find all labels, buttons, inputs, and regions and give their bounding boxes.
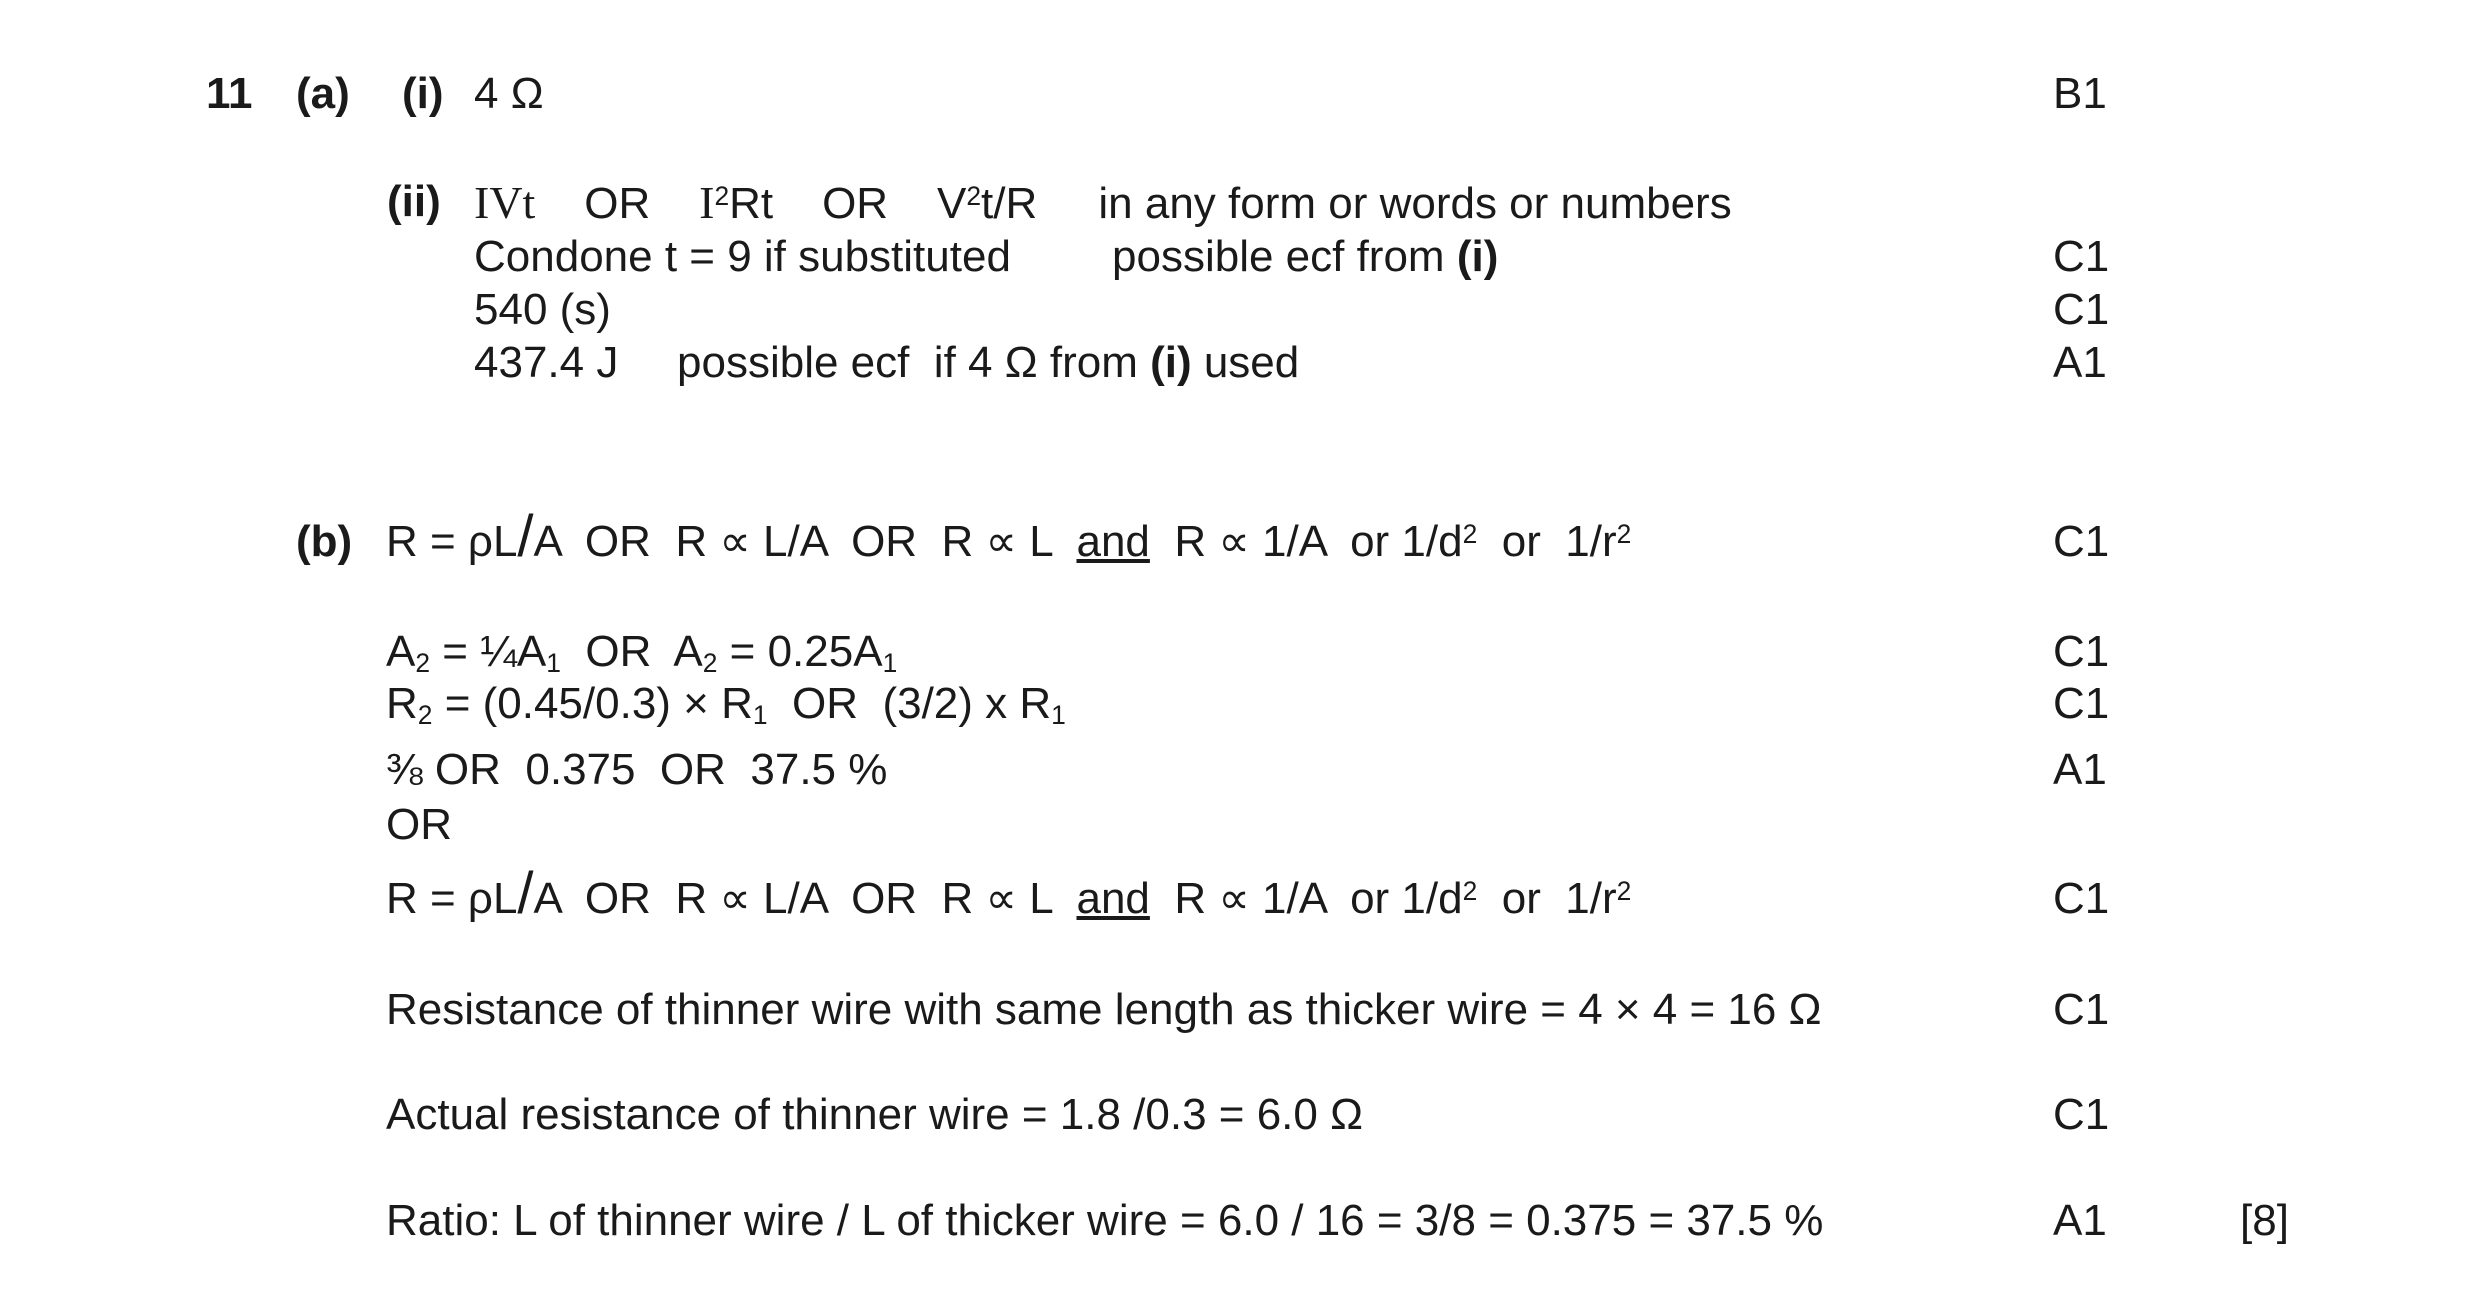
resistivity-formula-line-alt xyxy=(386,861,1632,926)
res-a: R xyxy=(386,679,418,728)
formula-alt-part-3: R ∝ 1/A or 1/d xyxy=(1149,874,1463,923)
formula-v2tr-v: V xyxy=(936,179,967,228)
res-sub-1: 2 xyxy=(417,699,433,730)
formula-alt-part-2: A OR R ∝ L/A OR R ∝ L xyxy=(533,874,1077,923)
a-i-mark: B1 xyxy=(2053,69,2107,118)
area-sub-4: 1 xyxy=(882,647,898,678)
formula-slash: / xyxy=(517,504,534,569)
a-i-label: (i) xyxy=(402,69,444,118)
formula-ivt: IVt xyxy=(474,177,536,228)
formula-i2rt-rt: Rt xyxy=(729,179,774,228)
formula-or-1: OR xyxy=(584,179,651,228)
formula-note: in any form or words or numbers xyxy=(1098,179,1732,228)
area-c: OR A xyxy=(560,627,703,676)
formula-v2tr-tr: t/R xyxy=(981,179,1038,228)
b-alt-line3-text: Actual resistance of thinner wire = 1.8 /0.3 = 6.0 Ω xyxy=(386,1090,1363,1139)
b-alt-line2-mark: C1 xyxy=(2053,985,2110,1034)
ecf-note: possible ecf from xyxy=(1112,232,1457,281)
b-line1-mark: C1 xyxy=(2053,517,2110,566)
formula-or-2: OR xyxy=(822,179,889,228)
b-alt-line4-text: Ratio: L of thinner wire / L of thicker wire = 6.0 / 16 = 3/8 = 0.375 = 37.5 % xyxy=(386,1196,1824,1245)
formula-alt-part-1: R = ρL xyxy=(386,874,518,923)
a-ii-label: (ii) xyxy=(387,177,441,226)
area-sub-3: 2 xyxy=(702,647,718,678)
area-a: A xyxy=(386,627,416,676)
b-alt-line1-mark: C1 xyxy=(2053,874,2110,923)
a-ii-line2-text: Condone t = 9 if substituted xyxy=(474,232,1011,281)
a-ii-line4-mark: A1 xyxy=(2053,338,2107,387)
a-ii-line3-text: 540 (s) xyxy=(474,285,611,334)
formula-alt-sup-2: 2 xyxy=(1616,875,1632,906)
res-b: = (0.45/0.3) × R xyxy=(432,679,753,728)
formula-alt-and: and xyxy=(1076,874,1150,923)
b-line4-mark: A1 xyxy=(2053,745,2107,794)
formula-i2rt-i: I xyxy=(699,177,715,228)
b-line2-mark: C1 xyxy=(2053,627,2110,676)
formula-alt-part-4: or 1/r xyxy=(1477,874,1617,923)
part-b-label: (b) xyxy=(296,517,353,566)
formula-part-3: R ∝ 1/A or 1/d xyxy=(1149,517,1463,566)
formula-and: and xyxy=(1076,517,1150,566)
formula-alt-sup-1: 2 xyxy=(1462,875,1478,906)
ecf-ref-2: (i) xyxy=(1150,338,1192,387)
ecf-note-a: possible ecf if 4 Ω from xyxy=(677,338,1151,387)
a-ii-line2-note xyxy=(1112,232,1499,281)
ecf-ref: (i) xyxy=(1456,232,1499,281)
total-marks: [8] xyxy=(2240,1196,2289,1245)
a-i-answer: 4 Ω xyxy=(474,69,544,118)
ecf-note-b: used xyxy=(1191,338,1300,387)
formula-part-4: or 1/r xyxy=(1477,517,1617,566)
resistivity-formula-line xyxy=(386,504,1632,569)
formula-alt-slash: / xyxy=(517,861,534,926)
alternative-or: OR xyxy=(386,800,452,849)
part-a-label: (a) xyxy=(296,69,350,118)
a-ii-line3-mark: C1 xyxy=(2053,285,2110,334)
res-c: OR (3/2) x R xyxy=(767,679,1052,728)
b-alt-line3-mark: C1 xyxy=(2053,1090,2110,1139)
area-sub-1: 2 xyxy=(415,647,431,678)
question-number: 11 xyxy=(206,69,253,118)
b-line3-mark: C1 xyxy=(2053,679,2110,728)
area-d: = 0.25A xyxy=(717,627,883,676)
res-sub-2: 1 xyxy=(752,699,768,730)
formula-sup-2: 2 xyxy=(1616,518,1632,549)
energy-formula-line xyxy=(474,177,1732,228)
area-sub-2: 1 xyxy=(546,647,561,678)
a-ii-line2-mark: C1 xyxy=(2053,232,2110,281)
b-alt-line2-text: Resistance of thinner wire with same length as thicker wire = 4 × 4 = 16 Ω xyxy=(386,985,1822,1034)
a-ii-line4-text: 437.4 J xyxy=(474,338,619,387)
formula-part-1: R = ρL xyxy=(386,517,518,566)
b-line3-text xyxy=(386,679,1066,730)
formula-part-2: A OR R ∝ L/A OR R ∝ L xyxy=(533,517,1077,566)
formula-sup-1: 2 xyxy=(1462,518,1478,549)
b-line4-rest: OR 0.375 OR 37.5 % xyxy=(422,745,888,794)
formula-v2tr-sup: 2 xyxy=(966,180,982,211)
b-alt-line4-mark: A1 xyxy=(2053,1196,2107,1245)
b-line2-text xyxy=(386,627,898,678)
formula-i2rt-sup: 2 xyxy=(714,180,730,211)
area-b: = ¼A xyxy=(430,627,547,676)
res-sub-3: 1 xyxy=(1051,699,1066,730)
fraction-three-eighths: ⅜ xyxy=(386,745,423,794)
a-ii-line4-note xyxy=(677,338,1300,387)
b-line4-text xyxy=(386,745,888,794)
